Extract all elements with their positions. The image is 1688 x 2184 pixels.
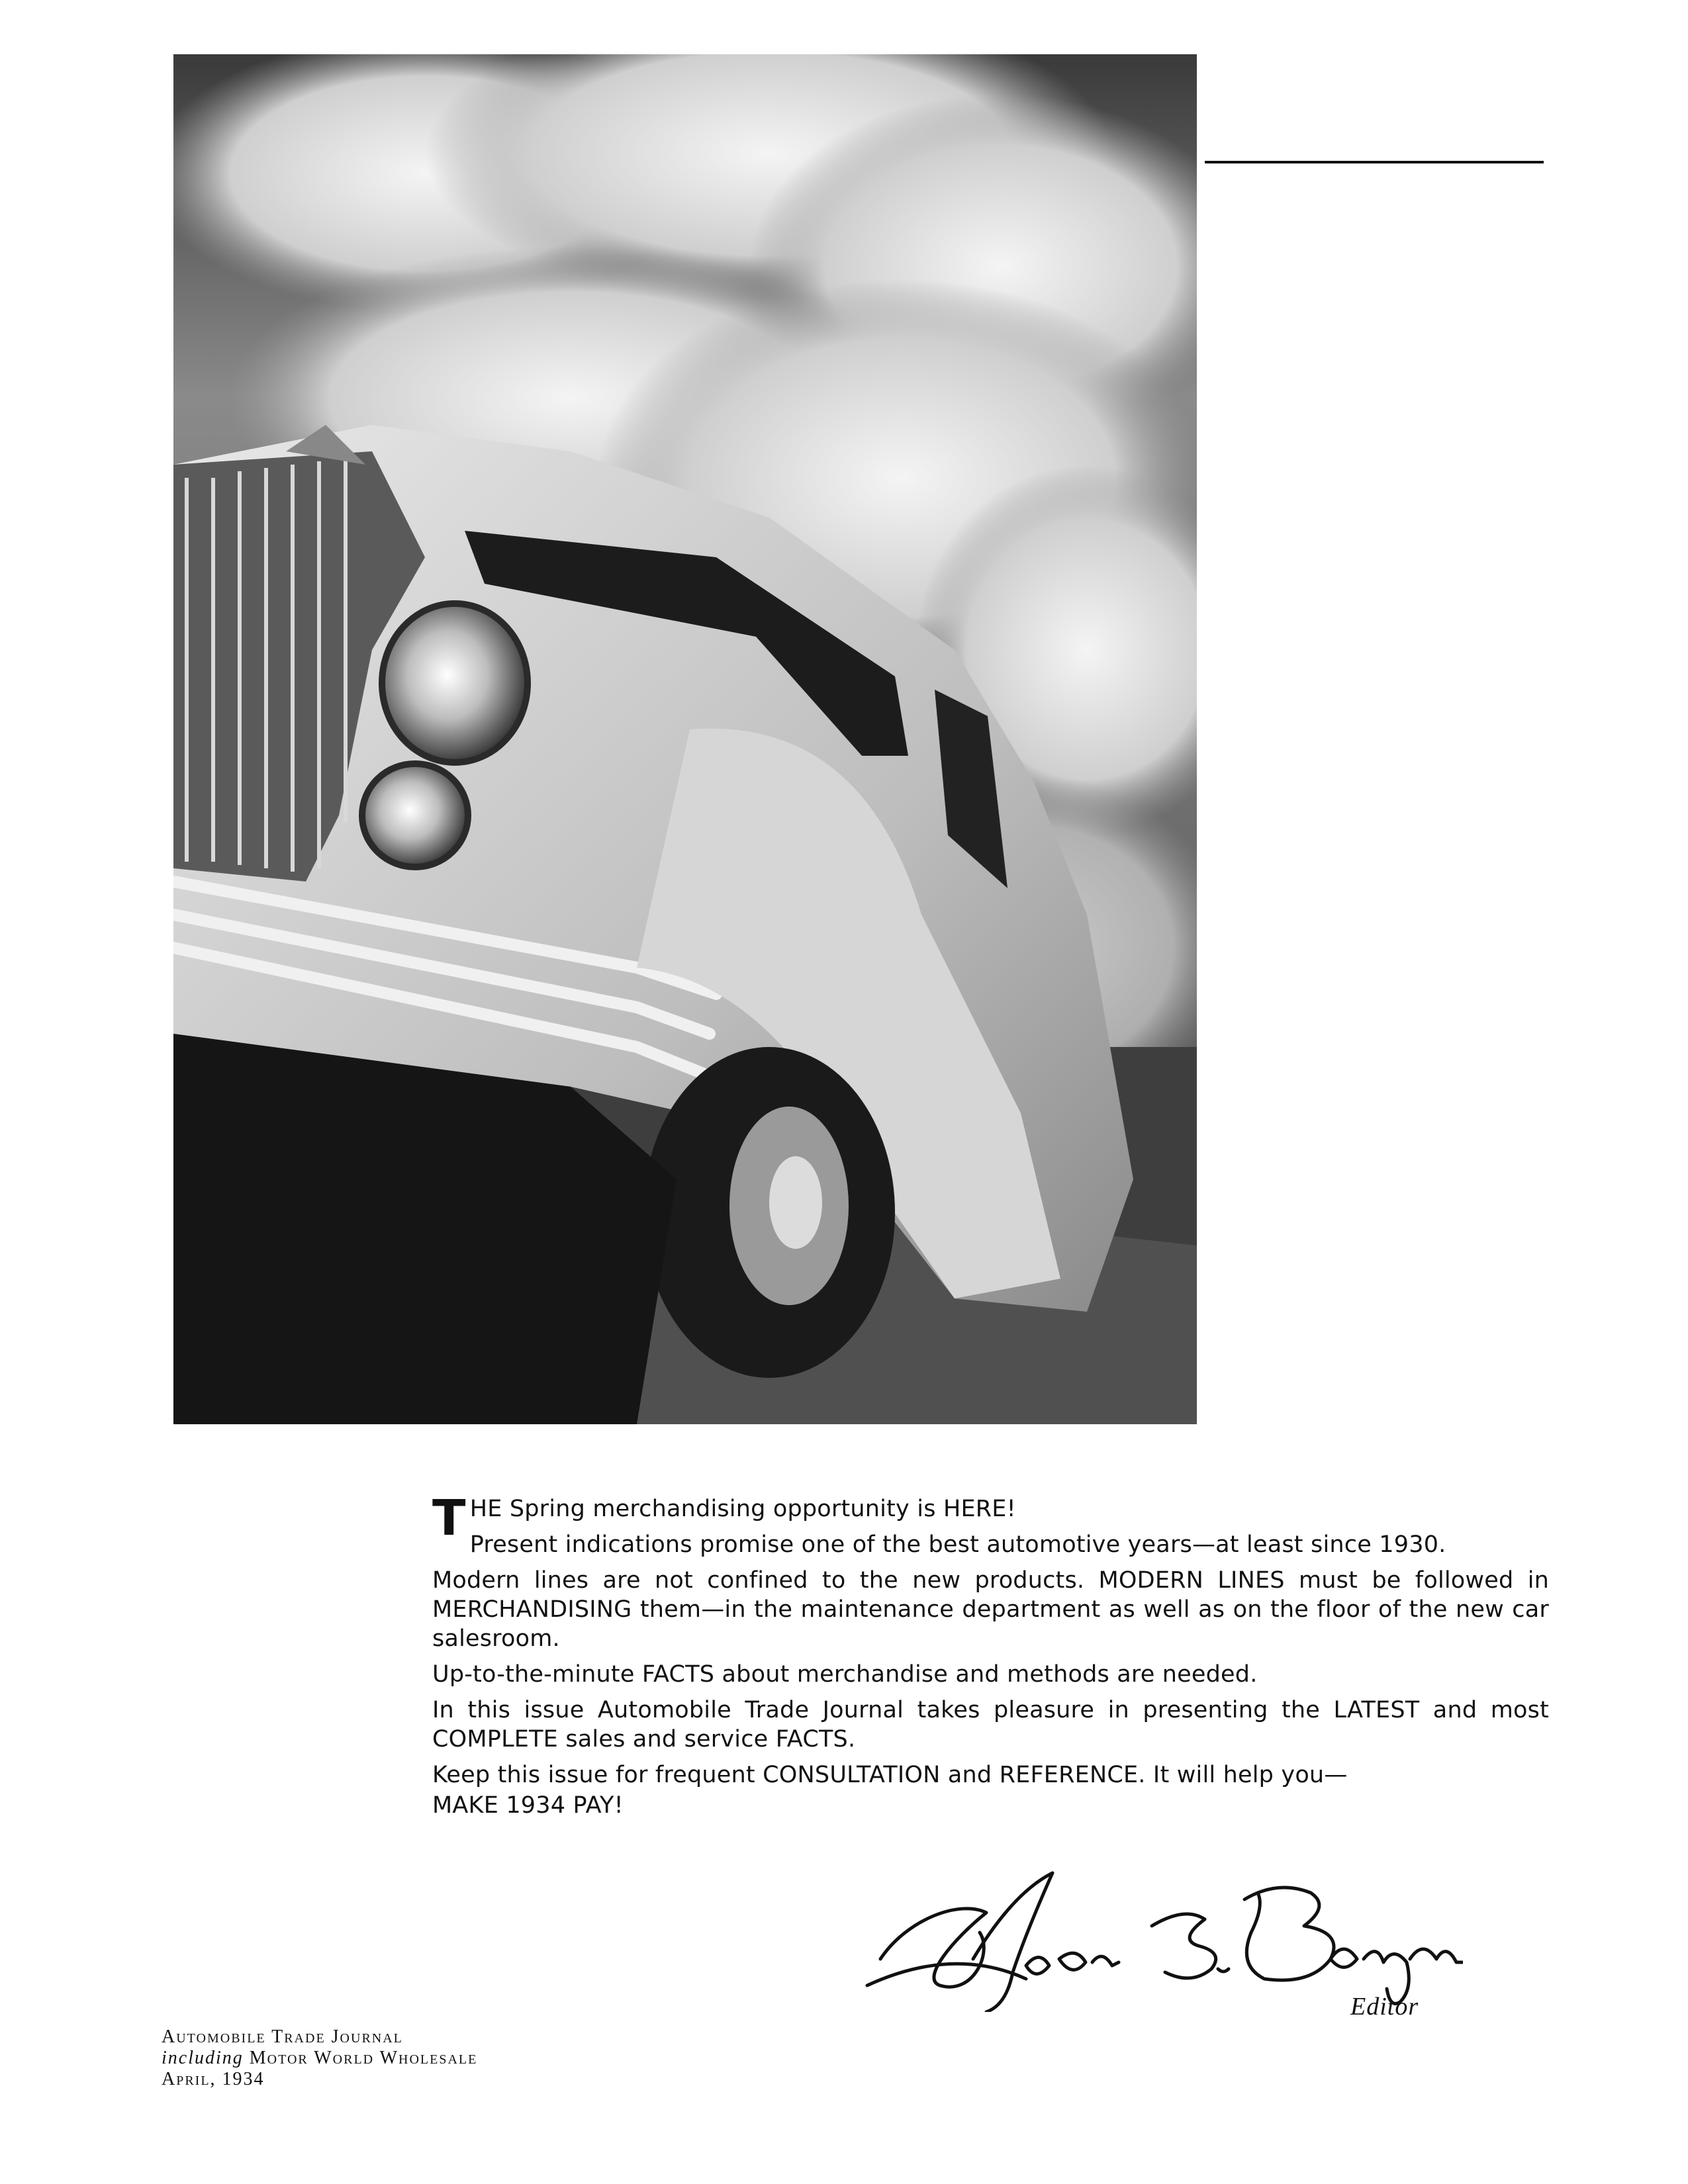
colophon-journal: Automobile Trade Journal [162,2026,403,2047]
colophon-line-2 [162,2048,477,2069]
paragraph-7: MAKE 1934 PAY! [432,1792,624,1819]
editor-signature [854,1853,1463,2012]
paragraph-2: Present indications promise one of the best automotive years—at least since 1930. [469,1531,1446,1558]
paragraph-3: Modern lines are not confined to the new products. MODERN LINES must be followed in MERCHANDISING them—in the maintenance department as well as on the floor of the new car salesroom. [432,1567,1549,1652]
colophon [162,2026,477,2090]
editor-title: Editor [1350,1993,1419,2021]
paragraph-4: Up-to-the-minute FACTS about merchandise and methods are needed. [432,1661,1258,1688]
paragraph-6: Keep this issue for frequent CONSULTATION and REFERENCE. It will help you— [432,1762,1348,1788]
paragraph-5: In this issue Automobile Trade Journal takes pleasure in presenting the LATEST and most COMPLETE sales and service FACTS. [432,1697,1549,1752]
colophon-wholesale: Motor World Wholesale [249,2048,478,2068]
colophon-date: April, 1934 [162,2069,265,2089]
paragraph-1-text: HE Spring merchandising opportunity is HERE! [469,1496,1016,1522]
car-cloud-photo [173,54,1197,1424]
drop-cap: T [432,1490,466,1547]
editorial-text [432,1490,1549,1827]
header-rule [1205,161,1544,163]
colophon-including: including [162,2048,244,2068]
